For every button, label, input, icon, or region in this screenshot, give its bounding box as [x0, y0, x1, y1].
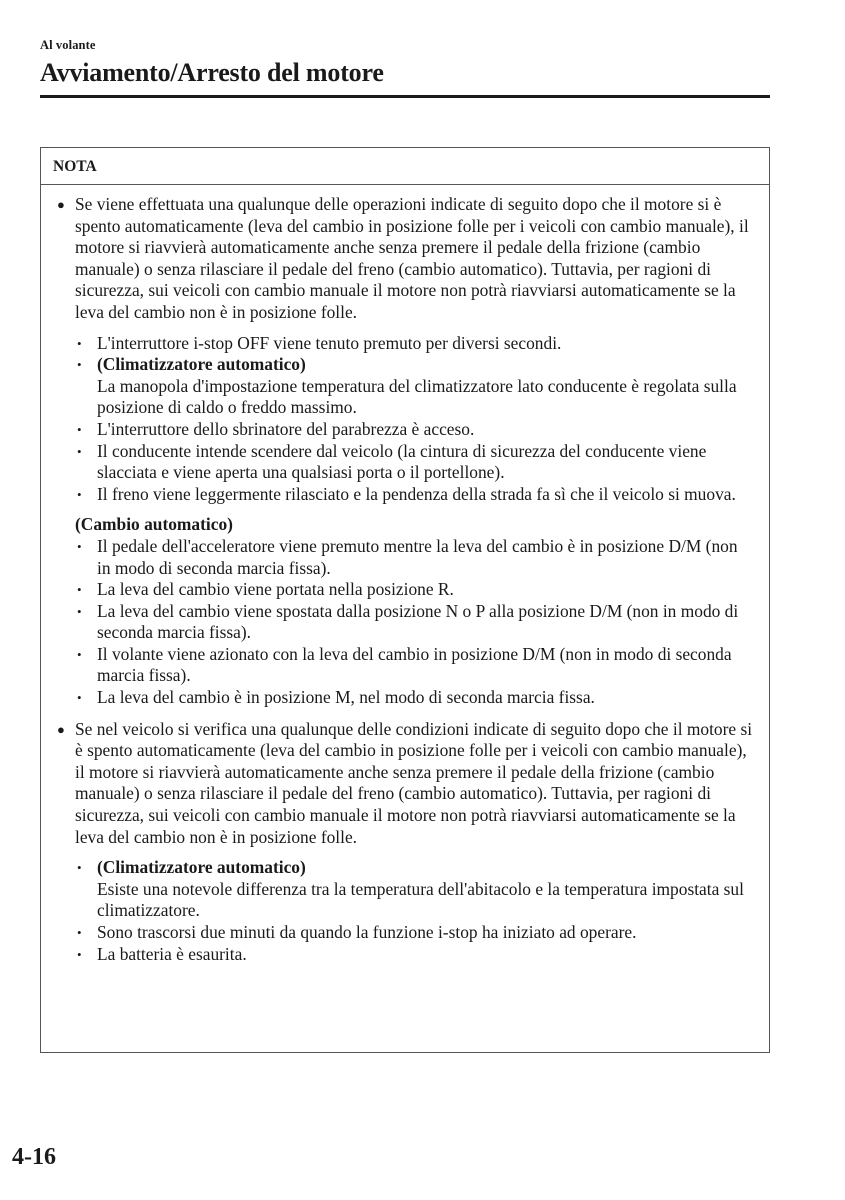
- title-divider: [40, 95, 770, 98]
- conditions-list: [75, 857, 753, 965]
- bullet-icon: •: [77, 603, 82, 619]
- bullet-icon: •: [77, 946, 82, 962]
- bullet-icon: •: [77, 357, 82, 373]
- list-item-text: Esiste una notevole differenza tra la temperatura dell'abitacolo e la temperatura impostata sul climatizzatore.: [97, 878, 744, 921]
- list-item-text: Il freno viene leggermente rilasciato e la pendenza della strada fa sì che il veicolo si muova.: [97, 483, 736, 504]
- list-item: [77, 579, 753, 601]
- bullet-icon: •: [77, 582, 82, 598]
- list-item-text: Il conducente intende scendere dal veicolo (la cintura di sicurezza del conducente viene slacciata e viene aperta una qualsiasi porta o il portellone).: [97, 440, 707, 483]
- section-label: Al volante: [40, 38, 96, 52]
- list-item-text: Il pedale dell'acceleratore viene premuto mentre la leva del cambio è in posizione D/M (non in modo di seconda marcia fissa).: [97, 535, 738, 578]
- bullet-icon: ●: [57, 721, 65, 737]
- bullet-icon: •: [77, 646, 82, 662]
- page-number: 4-16: [12, 1144, 56, 1170]
- list-item-text: La leva del cambio è in posizione M, nel modo di seconda marcia fissa.: [97, 687, 595, 708]
- list-item: [77, 535, 753, 579]
- note-title: NOTA: [41, 148, 769, 185]
- list-item-text: Il volante viene azionato con la leva del cambio in posizione D/M (non in modo di seconda marcia fissa).: [97, 643, 732, 686]
- list-item: [77, 483, 753, 506]
- bullet-icon: •: [77, 690, 82, 706]
- list-item: [77, 687, 753, 709]
- note-box: [40, 147, 770, 1053]
- list-item-text: La leva del cambio viene portata nella posizione R.: [97, 579, 454, 600]
- list-item-heading: (Climatizzatore automatico): [97, 857, 306, 878]
- page-title: Avviamento/Arresto del motore: [40, 58, 384, 87]
- list-item: [77, 600, 753, 644]
- list-item-text: La batteria è esaurita.: [97, 943, 247, 964]
- list-item-text: L'interruttore dello sbrinatore del parabrezza è acceso.: [97, 418, 475, 439]
- list-item-text: La manopola d'impostazione temperatura del climatizzatore lato conducente è regolata sulla posizione di caldo o freddo massimo.: [97, 375, 737, 418]
- automatic-transmission-heading: (Cambio automatico): [75, 514, 233, 535]
- note-item-1-text: Se viene effettuata una qualunque delle operazioni indicate di seguito dopo che il motore si è spento automaticamente (leva del cambio in posizione folle per i veicoli con cambio manuale), il motore si riavvierà automaticamente anche senza premere il pedale della frizione (cambio manuale) o senza rilasciare il pedale del freno (cambio automatico). Tuttavia, per ragioni di sicurezza, sui veicoli con cambio manuale il motore non potrà riavviarsi automaticamente se la leva del cambio non è in posizione folle.: [75, 194, 749, 322]
- note-body: [41, 185, 769, 965]
- list-item-text: La leva del cambio viene spostata dalla posizione N o P alla posizione D/M (non in modo di seconda marcia fissa).: [97, 600, 739, 643]
- list-item: [77, 943, 753, 966]
- list-item-heading: (Climatizzatore automatico): [97, 354, 306, 375]
- list-item: [77, 922, 753, 944]
- list-item: [77, 857, 753, 922]
- list-item: [77, 332, 753, 355]
- bullet-icon: ●: [57, 197, 65, 212]
- bullet-icon: •: [77, 538, 82, 554]
- list-item: [77, 418, 753, 441]
- bullet-icon: •: [77, 421, 82, 437]
- list-item-text: L'interruttore i-stop OFF viene tenuto premuto per diversi secondi.: [97, 332, 562, 353]
- bullet-icon: •: [77, 925, 82, 940]
- bullet-icon: •: [77, 486, 82, 502]
- list-item-text: Sono trascorsi due minuti da quando la funzione i-stop ha iniziato ad operare.: [97, 922, 637, 942]
- bullet-icon: •: [77, 860, 82, 876]
- list-item: [77, 354, 753, 419]
- note-item-2-text: Se nel veicolo si verifica una qualunque delle condizioni indicate di seguito dopo che il motore si è spento automaticamente (leva del cambio in posizione folle per i veicoli con cambio manuale), il motore si riavvierà automaticamente anche senza premere il pedale della frizione (cambio manuale) o senza rilasciare il pedale del freno (cambio automatico). Tuttavia, per ragioni di sicurezza, sui veicoli con cambio manuale il motore non potrà riavviarsi automaticamente se la leva del cambio non è in posizione folle.: [75, 718, 753, 847]
- operations-list: [75, 333, 753, 506]
- bullet-icon: •: [77, 335, 82, 351]
- bullet-icon: •: [77, 443, 82, 459]
- list-item: [77, 643, 753, 687]
- list-item: [77, 440, 753, 484]
- note-item-1: [57, 194, 753, 709]
- note-item-2: [57, 718, 753, 966]
- automatic-transmission-list: [75, 536, 753, 709]
